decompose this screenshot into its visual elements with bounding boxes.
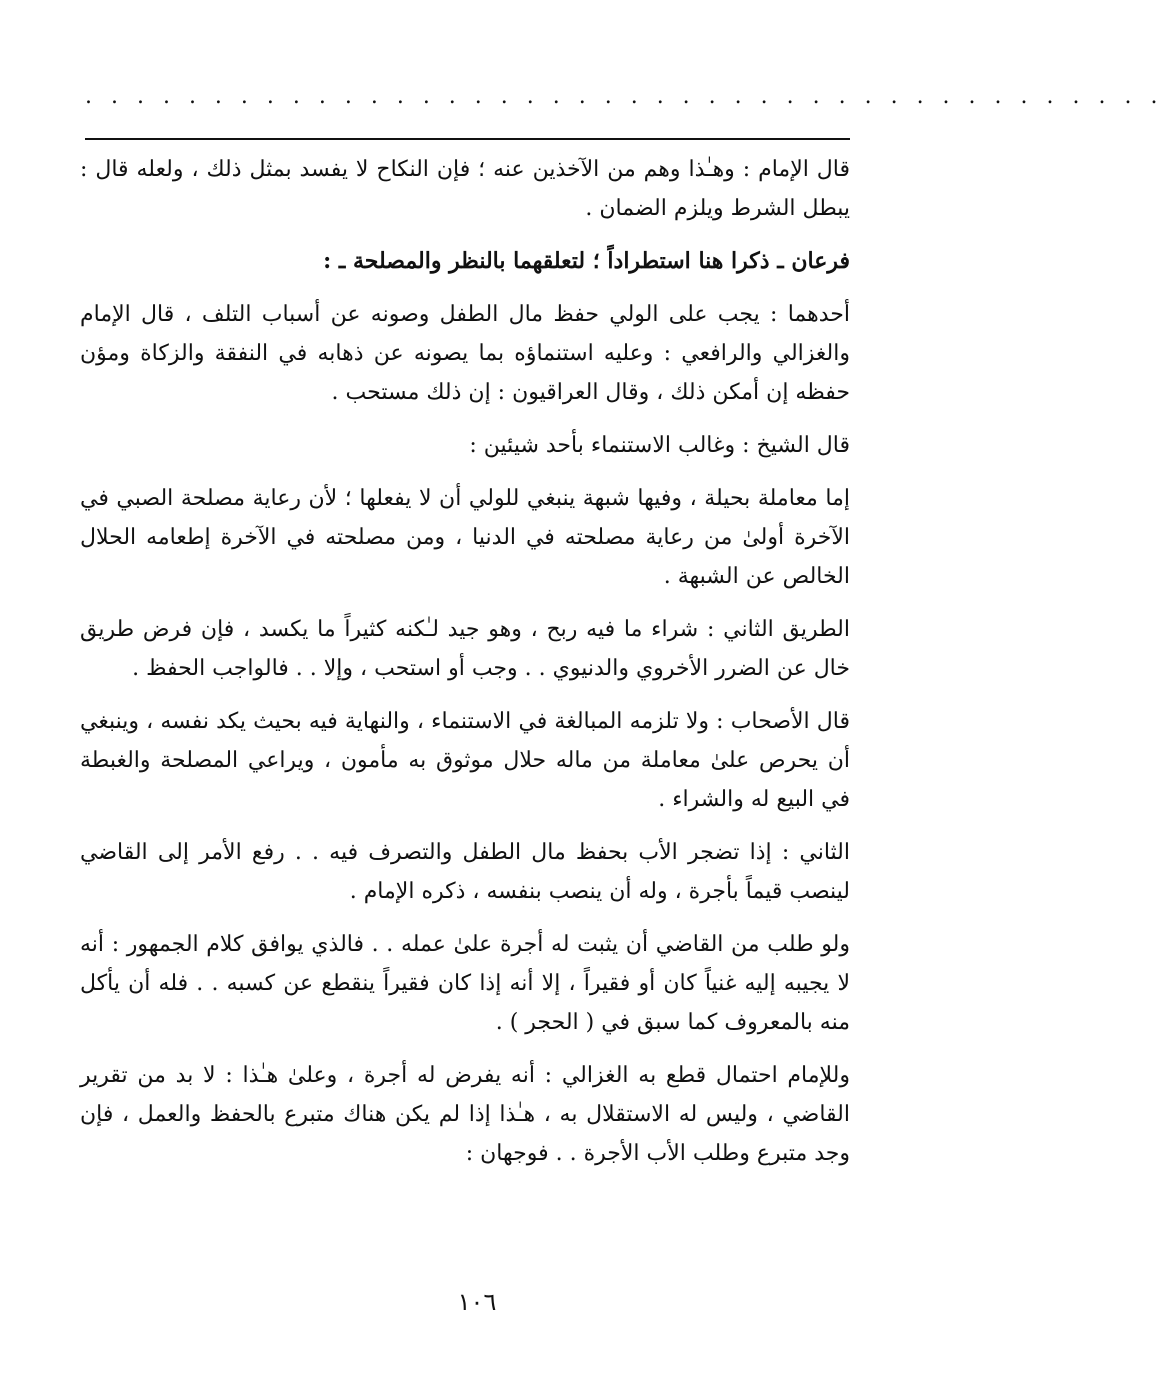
paragraph-3: أحدهما : يجب على الولي حفظ مال الطفل وصونه عن أسباب التلف ، قال الإمام والغزالي والرافعي : وعليه استنماؤه بما يصونه عن ذهابه في النفقة والزكاة ومؤن حفظه إن أمكن ذلك ، وقال العراقيون : إن ذلك مستحب . [80,302,850,405]
paragraph-8: الثاني : إذا تضجر الأب بحفظ مال الطفل والتصرف فيه . . رفع الأمر إلى القاضي لينصب قيماً بأجرة ، وله أن ينصب بنفسه ، ذكره الإمام . [80,840,850,904]
header-dotted-line: . . . . . . . . . . . . . . . . . . . . . . . . . . . . . . . . . . . . . . . . . . [85,84,1163,109]
paragraph-7: قال الأصحاب : ولا تلزمه المبالغة في الاستنماء ، والنهاية فيه بحيث يكد نفسه ، وينبغي أن يحرص علىٰ معاملة من ماله حلال موثوق به مأمون ، ويراعي المصلحة والغبطة في البيع له والشراء . [80,709,850,812]
paragraph-1: قال الإمام : وهـٰذا وهم من الآخذين عنه ؛ فإن النكاح لا يفسد بمثل ذلك ، ولعله قال : يبطل الشرط ويلزم الضمان . [80,157,850,221]
header-rule [85,138,850,140]
paragraph-4: قال الشيخ : وغالب الاستنماء بأحد شيئين : [469,433,850,458]
paragraph-5: إما معاملة بحيلة ، وفيها شبهة ينبغي للولي أن لا يفعلها ؛ لأن رعاية مصلحة الصبي في الآخرة أولىٰ من رعاية مصلحته في الدنيا ، ومن مصلحته في الآخرة إطعامه الحلال الخالص عن الشبهة . [80,486,850,589]
page-body [80,150,850,1187]
page-number: ١٠٦ [457,1288,497,1316]
paragraph-6: الطريق الثاني : شراء ما فيه ربح ، وهو جيد لـٰكنه كثيراً ما يكسد ، فإن فرض طريق خال عن الضرر الأخروي والدنيوي . . وجب أو استحب ، وإلا . . فالواجب الحفظ . [80,617,850,681]
paragraph-2-heading: فرعان ـ ذكرا هنا استطراداً ؛ لتعلقهما بالنظر والمصلحة ـ : [323,248,850,274]
paragraph-9: ولو طلب من القاضي أن يثبت له أجرة علىٰ عمله . . فالذي يوافق كلام الجمهور : أنه لا يجيبه إليه غنياً كان أو فقيراً ، إلا أنه إذا كان فقيراً ينقطع عن كسبه . . فله أن يأكل منه بالمعروف كما سبق في ( الحجر ) . [80,932,850,1035]
paragraph-10: وللإمام احتمال قطع به الغزالي : أنه يفرض له أجرة ، وعلىٰ هـٰذا : لا بد من تقرير القاضي ، وليس له الاستقلال به ، هـٰذا إذا لم يكن هناك متبرع بالحفظ والعمل ، فإن وجد متبرع وطلب الأب الأجرة . . فوجهان : [80,1063,850,1166]
